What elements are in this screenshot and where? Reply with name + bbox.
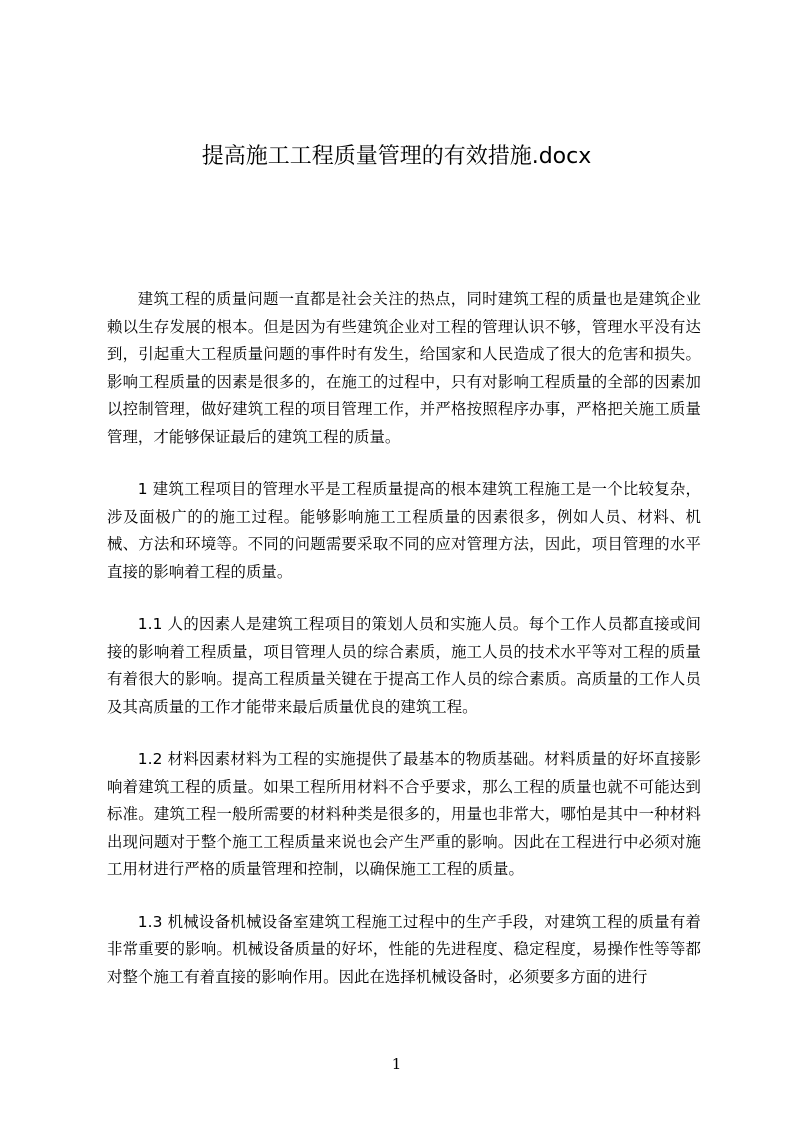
page-number: 1 <box>391 1055 402 1073</box>
paragraph-section-1-1: 1.1 人的因素人是建筑工程项目的策划人员和实施人员。每个工作人员都直接或间接的影响着工程质量，项目管理人员的综合素质，施工人员的技术水平等对工程的质量有着很大的影响。提高工程质量关键在于提高工作人员的综合素质。高质量的工作人员及其高质量的工作才能带来最后质量优良的建筑工程。 <box>107 615 701 716</box>
document-title: 提高施工工程质量管理的有效措施.docx <box>201 144 592 169</box>
paragraph-section-1: 1 建筑工程项目的管理水平是工程质量提高的根本建筑工程施工是一个比较复杂，涉及面极广的的施工过程。能够影响施工工程质量的因素很多，例如人员、材料、机械、方法和环境等。不同的问题需要采取不同的应对管理方法，因此，项目管理的水平直接的影响着工程的质量。 <box>107 480 701 581</box>
paragraph-section-1-3: 1.3 机械设备机械设备室建筑工程施工过程中的生产手段，对建筑工程的质量有着非常重要的影响。机械设备质量的好坏，性能的先进程度、稳定程度，易操作性等等都对整个施工有着直接的影响作用。因此在选择机械设备时，必须要多方面的进行 <box>107 912 701 986</box>
paragraph-section-1-2: 1.2 材料因素材料为工程的实施提供了最基本的物质基础。材料质量的好坏直接影响着建筑工程的质量。如果工程所用材料不合乎要求，那么工程的质量也就不可能达到标准。建筑工程一般所需要的材料种类是很多的，用量也非常大，哪怕是其中一种材料出现问题对于整个施工工程质量来说也会产生严重的影响。因此在工程进行中必须对施工用材进行严格的质量管理和控制，以确保施工工程的质量。 <box>107 750 701 878</box>
document-body <box>107 286 701 1016</box>
paragraph-intro: 建筑工程的质量问题一直都是社会关注的热点，同时建筑工程的质量也是建筑企业赖以生存发展的根本。但是因为有些建筑企业对工程的管理认识不够，管理水平没有达到，引起重大工程质量问题的事件时有发生，给国家和人民造成了很大的危害和损失。影响工程质量的因素是很多的，在施工的过程中，只有对影响工程质量的全部的因素加以控制管理，做好建筑工程的项目管理工作，并严格按照程序办事，严格把关施工质量管理，才能够保证最后的建筑工程的质量。 <box>107 290 701 446</box>
